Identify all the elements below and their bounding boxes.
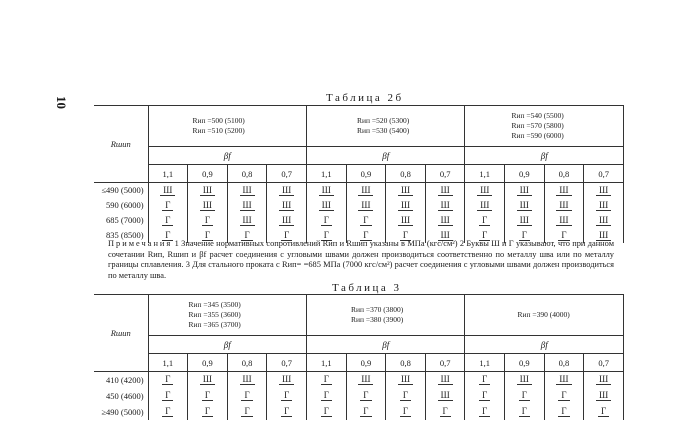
row-header-r-weld: Rшип <box>94 295 148 372</box>
beta-label: βf <box>306 336 464 354</box>
cell-letter: Ш <box>319 185 334 196</box>
cell-letter: Г <box>360 215 371 226</box>
cell-letter: Ш <box>596 200 611 211</box>
cell-letter: Ш <box>596 215 611 226</box>
cell <box>425 198 465 213</box>
cell-letter: Ш <box>556 374 571 385</box>
cell <box>584 388 624 404</box>
cell <box>306 372 346 388</box>
cell-letter: Г <box>241 406 252 417</box>
cell-letter: Г <box>202 390 213 401</box>
cell <box>188 388 228 404</box>
cell <box>346 388 386 404</box>
cell <box>425 183 465 198</box>
cell-letter: Г <box>321 406 332 417</box>
beta-value: 0,7 <box>267 354 307 372</box>
cell-letter: Ш <box>596 374 611 385</box>
group-header: Rип =540 (5500) Rип =570 (5800) Rип =590 (6000) <box>465 106 624 147</box>
cell-letter: Г <box>558 406 569 417</box>
cell-letter: Ш <box>596 185 611 196</box>
cell-letter: Г <box>360 406 371 417</box>
cell <box>306 183 346 198</box>
beta-label: βf <box>465 336 624 354</box>
cell-letter: Г <box>519 406 530 417</box>
cell <box>148 213 188 228</box>
cell-letter: Ш <box>438 185 453 196</box>
cell <box>306 198 346 213</box>
cell <box>346 372 386 388</box>
cell-letter: Г <box>162 200 173 211</box>
cell-letter: Г <box>202 215 213 226</box>
cell <box>227 388 267 404</box>
group-header: Rип =370 (3800) Rип =380 (3900) <box>306 295 464 336</box>
cell <box>465 372 505 388</box>
beta-value: 0,7 <box>267 165 307 183</box>
cell-letter: Г <box>321 390 332 401</box>
cell-letter: Г <box>162 374 173 385</box>
row-label: 685 (7000) <box>94 213 148 228</box>
cell-letter: Ш <box>438 200 453 211</box>
beta-value: 0,7 <box>584 354 624 372</box>
row-label: ≥490 (5000) <box>94 404 148 420</box>
cell-letter: Г <box>241 390 252 401</box>
table-2b <box>94 105 624 243</box>
beta-value: 1,1 <box>306 354 346 372</box>
notes-lead: Примечания <box>108 239 173 248</box>
cell <box>188 404 228 420</box>
cell-letter: Ш <box>279 200 294 211</box>
beta-value: 0,7 <box>425 165 465 183</box>
cell <box>465 404 505 420</box>
cell <box>306 213 346 228</box>
cell-letter: Ш <box>438 230 453 241</box>
cell <box>505 372 545 388</box>
cell <box>584 213 624 228</box>
cell <box>386 404 426 420</box>
cell-letter: Ш <box>398 200 413 211</box>
beta-value: 1,1 <box>306 165 346 183</box>
beta-value: 0,9 <box>505 165 545 183</box>
cell <box>148 372 188 388</box>
cell <box>465 388 505 404</box>
cell-letter: Г <box>440 406 451 417</box>
cell <box>465 183 505 198</box>
cell <box>544 198 584 213</box>
cell-letter: Г <box>321 374 332 385</box>
cell <box>346 183 386 198</box>
cell-letter: Ш <box>517 215 532 226</box>
cell <box>544 404 584 420</box>
cell <box>188 198 228 213</box>
cell <box>188 183 228 198</box>
cell-letter: Г <box>558 390 569 401</box>
beta-label: βf <box>306 147 464 165</box>
cell-letter: Г <box>202 406 213 417</box>
cell <box>188 213 228 228</box>
beta-label: βf <box>465 147 624 165</box>
beta-value: 0,7 <box>425 354 465 372</box>
cell <box>227 372 267 388</box>
cell-letter: Ш <box>279 374 294 385</box>
cell-letter: Ш <box>200 185 215 196</box>
cell <box>505 183 545 198</box>
cell <box>386 372 426 388</box>
group-header: Rип =345 (3500) Rип =355 (3600) Rип =365 (3700) <box>148 295 306 336</box>
beta-value: 1,1 <box>465 165 505 183</box>
cell <box>544 183 584 198</box>
cell-letter: Г <box>360 390 371 401</box>
cell-letter: Ш <box>517 200 532 211</box>
cell <box>505 198 545 213</box>
cell-letter: Ш <box>240 200 255 211</box>
beta-value: 0,8 <box>544 165 584 183</box>
beta-value: 1,1 <box>465 354 505 372</box>
beta-value: 0,9 <box>346 354 386 372</box>
cell <box>425 213 465 228</box>
cell-letter: Г <box>479 230 490 241</box>
cell-letter: Ш <box>160 185 175 196</box>
row-label: 450 (4600) <box>94 388 148 404</box>
cell <box>306 388 346 404</box>
cell-letter: Ш <box>556 200 571 211</box>
cell-letter: Г <box>241 230 252 241</box>
cell <box>267 198 307 213</box>
cell-letter: Ш <box>596 390 611 401</box>
cell <box>306 404 346 420</box>
cell-letter: Г <box>202 230 213 241</box>
cell-letter: Ш <box>279 215 294 226</box>
cell-letter: Г <box>479 390 490 401</box>
group-header: Rип =500 (5100) Rип =510 (5200) <box>148 106 306 147</box>
cell-letter: Г <box>281 390 292 401</box>
cell <box>465 198 505 213</box>
cell-letter: Г <box>400 390 411 401</box>
cell-letter: Г <box>162 230 173 241</box>
cell <box>227 198 267 213</box>
page-number: 10 <box>54 96 69 109</box>
row-label: ≤490 (5000) <box>94 183 148 198</box>
beta-value: 0,9 <box>346 165 386 183</box>
beta-value: 0,8 <box>227 354 267 372</box>
cell-letter: Ш <box>240 374 255 385</box>
cell <box>544 388 584 404</box>
cell <box>227 213 267 228</box>
beta-label: βf <box>148 336 306 354</box>
beta-value: 0,9 <box>188 354 228 372</box>
cell-letter: Г <box>479 406 490 417</box>
cell-letter: Ш <box>517 374 532 385</box>
cell-letter: Ш <box>358 200 373 211</box>
beta-value: 1,1 <box>148 354 188 372</box>
cell-letter: Г <box>321 230 332 241</box>
notes <box>108 239 614 281</box>
cell <box>544 372 584 388</box>
cell-letter: Ш <box>438 374 453 385</box>
cell <box>584 372 624 388</box>
cell-letter: Ш <box>240 215 255 226</box>
table-row <box>94 183 624 198</box>
cell <box>148 404 188 420</box>
cell-letter: Ш <box>398 374 413 385</box>
cell <box>346 198 386 213</box>
cell-letter: Ш <box>358 374 373 385</box>
cell-letter: Ш <box>279 185 294 196</box>
cell-letter: Ш <box>319 200 334 211</box>
cell <box>148 388 188 404</box>
cell <box>148 198 188 213</box>
beta-value: 0,8 <box>227 165 267 183</box>
cell <box>584 183 624 198</box>
table-row <box>94 404 624 420</box>
cell <box>425 372 465 388</box>
cell <box>584 404 624 420</box>
cell-letter: Ш <box>200 200 215 211</box>
group-header: Rип =520 (5300) Rип =530 (5400) <box>306 106 464 147</box>
table-3-title: Таблица 3 <box>332 282 402 294</box>
cell <box>386 183 426 198</box>
cell-letter: Г <box>558 230 569 241</box>
beta-label: βf <box>148 147 306 165</box>
cell <box>584 198 624 213</box>
cell <box>267 183 307 198</box>
cell-letter: Г <box>321 215 332 226</box>
table-3 <box>94 294 624 420</box>
cell <box>386 388 426 404</box>
beta-value: 0,8 <box>386 354 426 372</box>
table-2b-title: Таблица 2б <box>326 92 404 104</box>
cell <box>346 404 386 420</box>
beta-value: 0,9 <box>188 165 228 183</box>
cell-letter: Ш <box>596 230 611 241</box>
cell <box>188 372 228 388</box>
cell <box>505 404 545 420</box>
cell <box>267 388 307 404</box>
beta-value: 1,1 <box>148 165 188 183</box>
cell-letter: Ш <box>438 215 453 226</box>
cell <box>386 198 426 213</box>
table-row <box>94 388 624 404</box>
row-label: 590 (6000) <box>94 198 148 213</box>
table-row <box>94 213 624 228</box>
cell <box>267 404 307 420</box>
cell-letter: Г <box>598 406 609 417</box>
table-row <box>94 372 624 388</box>
cell <box>267 372 307 388</box>
cell-letter: Г <box>519 230 530 241</box>
cell <box>544 213 584 228</box>
cell-letter: Ш <box>477 200 492 211</box>
row-header-r-weld: Rшип <box>94 106 148 183</box>
cell <box>386 213 426 228</box>
cell <box>267 213 307 228</box>
cell-letter: Г <box>281 230 292 241</box>
cell-letter: Ш <box>477 185 492 196</box>
cell-letter: Ш <box>517 185 532 196</box>
cell-letter: Г <box>162 215 173 226</box>
beta-value: 0,8 <box>386 165 426 183</box>
cell-letter: Г <box>519 390 530 401</box>
cell-letter: Ш <box>556 215 571 226</box>
row-label: 410 (4200) <box>94 372 148 388</box>
cell <box>505 213 545 228</box>
group-header: Rип =390 (4000) <box>465 295 624 336</box>
beta-value: 0,9 <box>505 354 545 372</box>
cell <box>227 404 267 420</box>
cell-letter: Ш <box>398 185 413 196</box>
cell <box>465 213 505 228</box>
cell-letter: Ш <box>240 185 255 196</box>
cell-letter: Г <box>400 406 411 417</box>
beta-value: 0,8 <box>544 354 584 372</box>
cell <box>425 404 465 420</box>
cell-letter: Ш <box>438 390 453 401</box>
cell <box>227 183 267 198</box>
cell-letter: Г <box>479 215 490 226</box>
cell <box>505 388 545 404</box>
cell-letter: Ш <box>556 185 571 196</box>
beta-value: 0,7 <box>584 165 624 183</box>
table-row <box>94 198 624 213</box>
cell-letter: Г <box>400 230 411 241</box>
cell-letter: Ш <box>398 215 413 226</box>
cell-letter: Г <box>162 390 173 401</box>
cell-letter: Г <box>360 230 371 241</box>
cell <box>346 213 386 228</box>
cell-letter: Ш <box>200 374 215 385</box>
notes-text: 1 Значение нормативных сопротивлений Rип и Rшип указаны в МПа (кгс/см²) 2 Буквы Ш и Г указывают, что при данном сочетании Rип, Rшип и βf расчет соединения с угловыми швами должен производиться соответственно по металлу шва или по металлу границы сплавления. 3 Для стального проката с Rип= =685 МПа (7000 кгс/см²) расчет соединения с угловыми швами должен производиться по металлу шва. <box>108 239 614 280</box>
cell <box>148 183 188 198</box>
cell-letter: Ш <box>358 185 373 196</box>
cell-letter: Г <box>479 374 490 385</box>
cell-letter: Г <box>162 406 173 417</box>
cell <box>425 388 465 404</box>
row-label: 835 (8500) <box>94 228 148 243</box>
cell-letter: Г <box>281 406 292 417</box>
